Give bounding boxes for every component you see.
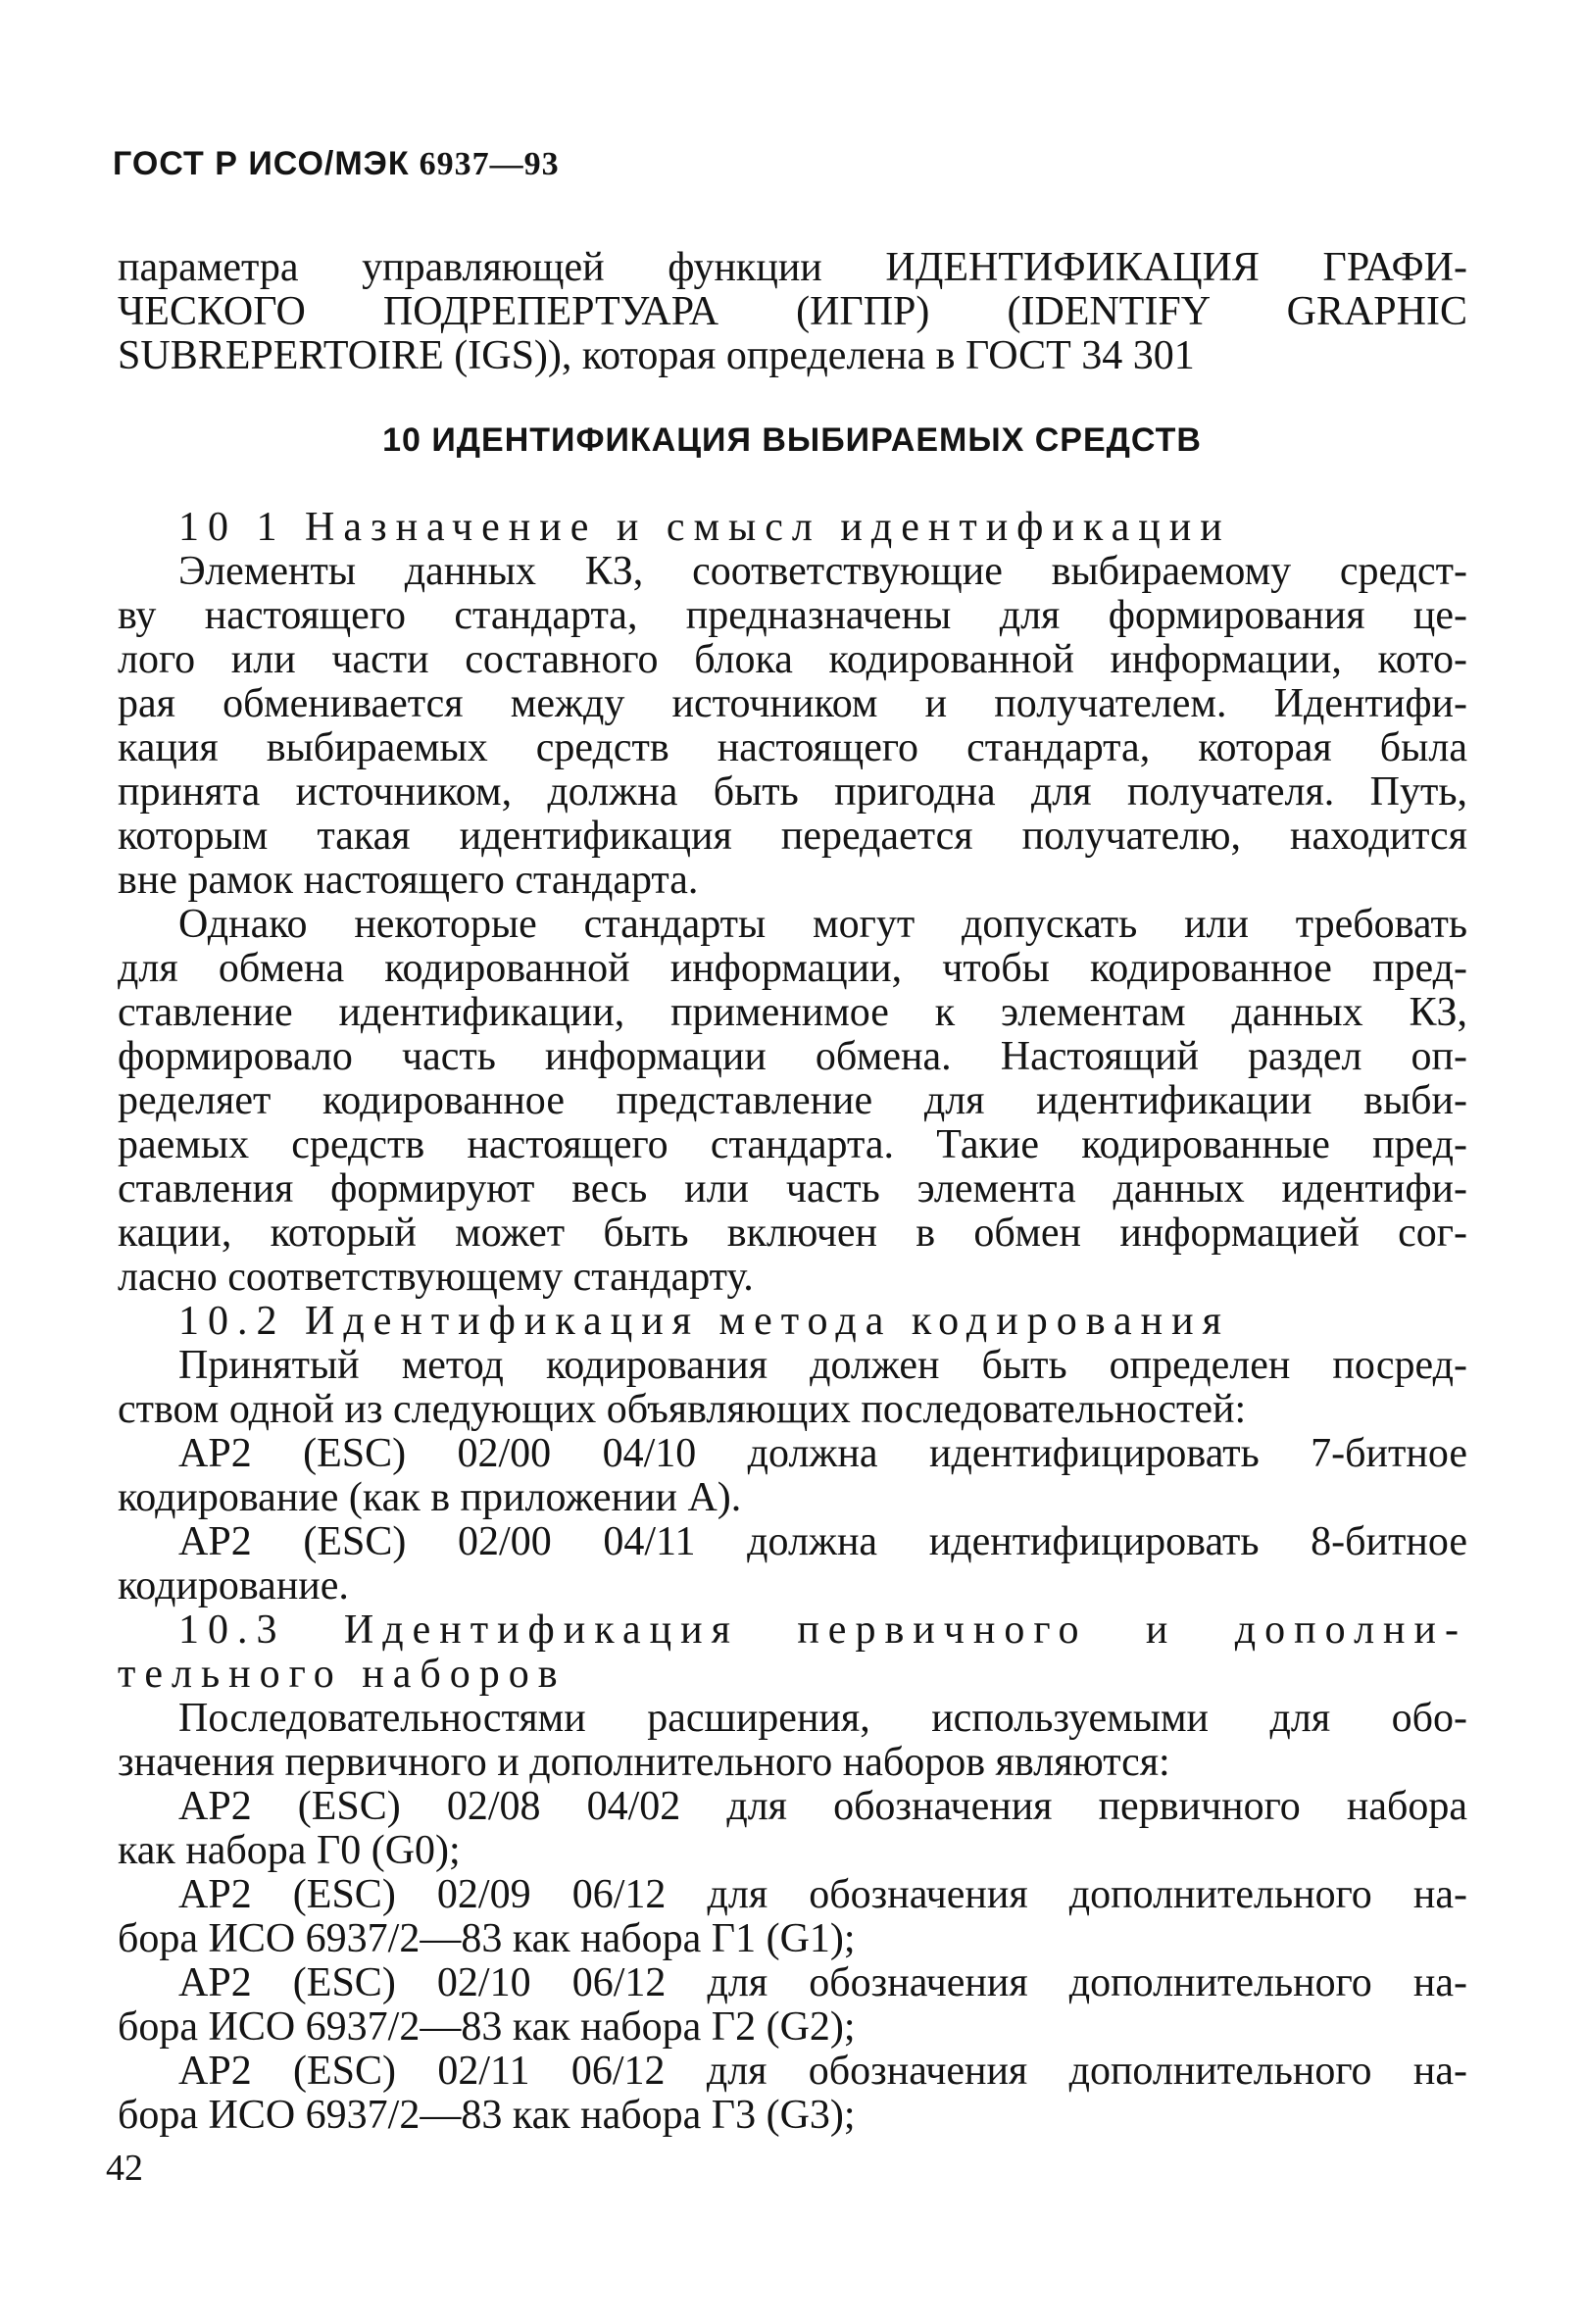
text-line: вне рамок настоящего стандарта. [118,858,699,903]
text-line: кодирование. [118,1563,349,1608]
text-line: бора ИСО 6937/2—83 как набора Г2 (G2); [118,2004,856,2050]
text-line: раемых средств настоящего стандарта. Такие кодированные пред- [118,1122,1467,1167]
text-line: АР2 (ESC) 02/09 06/12 для обозначения дополнительного на- [178,1872,1467,1917]
text-line: ределяет кодированное представление для идентификации выби- [118,1078,1467,1123]
text-line: как набора Г0 (G0); [118,1828,461,1873]
text-line: АР2 (ESC) 02/08 04/02 для обозначения первичного набора [178,1784,1467,1829]
text-line: ву настоящего стандарта, предназначены для формирования це- [118,593,1467,638]
text-line: параметра управляющей функции ИДЕНТИФИКАЦИЯ ГРАФИ- [118,245,1467,290]
text-line: бора ИСО 6937/2—83 как набора Г1 (G1); [118,1916,856,1961]
text-line: принята источником, должна быть пригодна для получателя. Путь, [118,769,1467,815]
text-line: рая обменивается между источником и получателем. Идентифи- [118,681,1467,726]
subsection-heading: 10.2 Идентификация метода кодирования [178,1299,1230,1344]
text-line: ласно соответствующему стандарту. [118,1255,754,1300]
header-standard: ГОСТ Р ИСО/МЭК [113,145,410,182]
running-header [113,145,560,183]
text-line: кодирование (как в приложении А). [118,1475,742,1520]
text-line: ставление идентификации, применимое к элементам данных КЗ, [118,990,1467,1035]
text-line: бора ИСО 6937/2—83 как набора Г3 (G3); [118,2093,856,2138]
text-line: кация выбираемых средств настоящего стандарта, которая была [118,725,1467,770]
text-line: Последовательностями расширения, используемыми для обо- [178,1696,1467,1741]
subsection-heading: 10.3 Идентификация первичного и дополни- [178,1607,1467,1653]
text-line: кации, который может быть включен в обмен информацией сог- [118,1211,1467,1256]
text-line: ставления формируют весь или часть элемента данных идентифи- [118,1166,1467,1211]
text-line: Однако некоторые стандарты могут допускать или требовать [178,902,1467,947]
subsection-heading: 10 1 Назначение и смысл идентификации [178,505,1231,550]
text-line: для обмена кодированной информации, чтобы кодированное пред- [118,946,1467,991]
text-line: АР2 (ESC) 02/00 04/10 должна идентифицировать 7-битное [178,1431,1467,1476]
subsection-heading: тельного наборов [118,1652,567,1697]
text-line: которым такая идентификация передается получателю, находится [118,814,1467,859]
text-line: Принятый метод кодирования должен быть определен посред- [178,1343,1467,1388]
text-line: АР2 (ESC) 02/00 04/11 должна идентифицировать 8-битное [178,1519,1467,1564]
page-number: 42 [106,2148,143,2189]
text-line: ством одной из следующих объявляющих последовательностей: [118,1387,1247,1432]
text-line: АР2 (ESC) 02/10 06/12 для обозначения дополнительного на- [178,1960,1467,2005]
text-line: ЧЕСКОГО ПОДРЕПЕРТУАРА (ИГПР) (IDENTIFY GRAPHIC [118,289,1467,334]
header-code: 6937—93 [419,146,560,182]
text-line: значения первичного и дополнительного наборов являются: [118,1740,1170,1785]
text-line: формировало часть информации обмена. Настоящий раздел оп- [118,1034,1467,1079]
text-line: АР2 (ESC) 02/11 06/12 для обозначения дополнительного на- [178,2049,1467,2094]
section-title: 10 ИДЕНТИФИКАЦИЯ ВЫБИРАЕМЫХ СРЕДСТВ [382,421,1202,459]
text-line: лого или части составного блока кодированной информации, кото- [118,637,1467,682]
text-line: Элементы данных КЗ, соответствующие выбираемому средст- [178,549,1467,594]
text-line: SUBREPERTOIRE (IGS)), которая определена в ГОСТ 34 301 [118,333,1195,378]
